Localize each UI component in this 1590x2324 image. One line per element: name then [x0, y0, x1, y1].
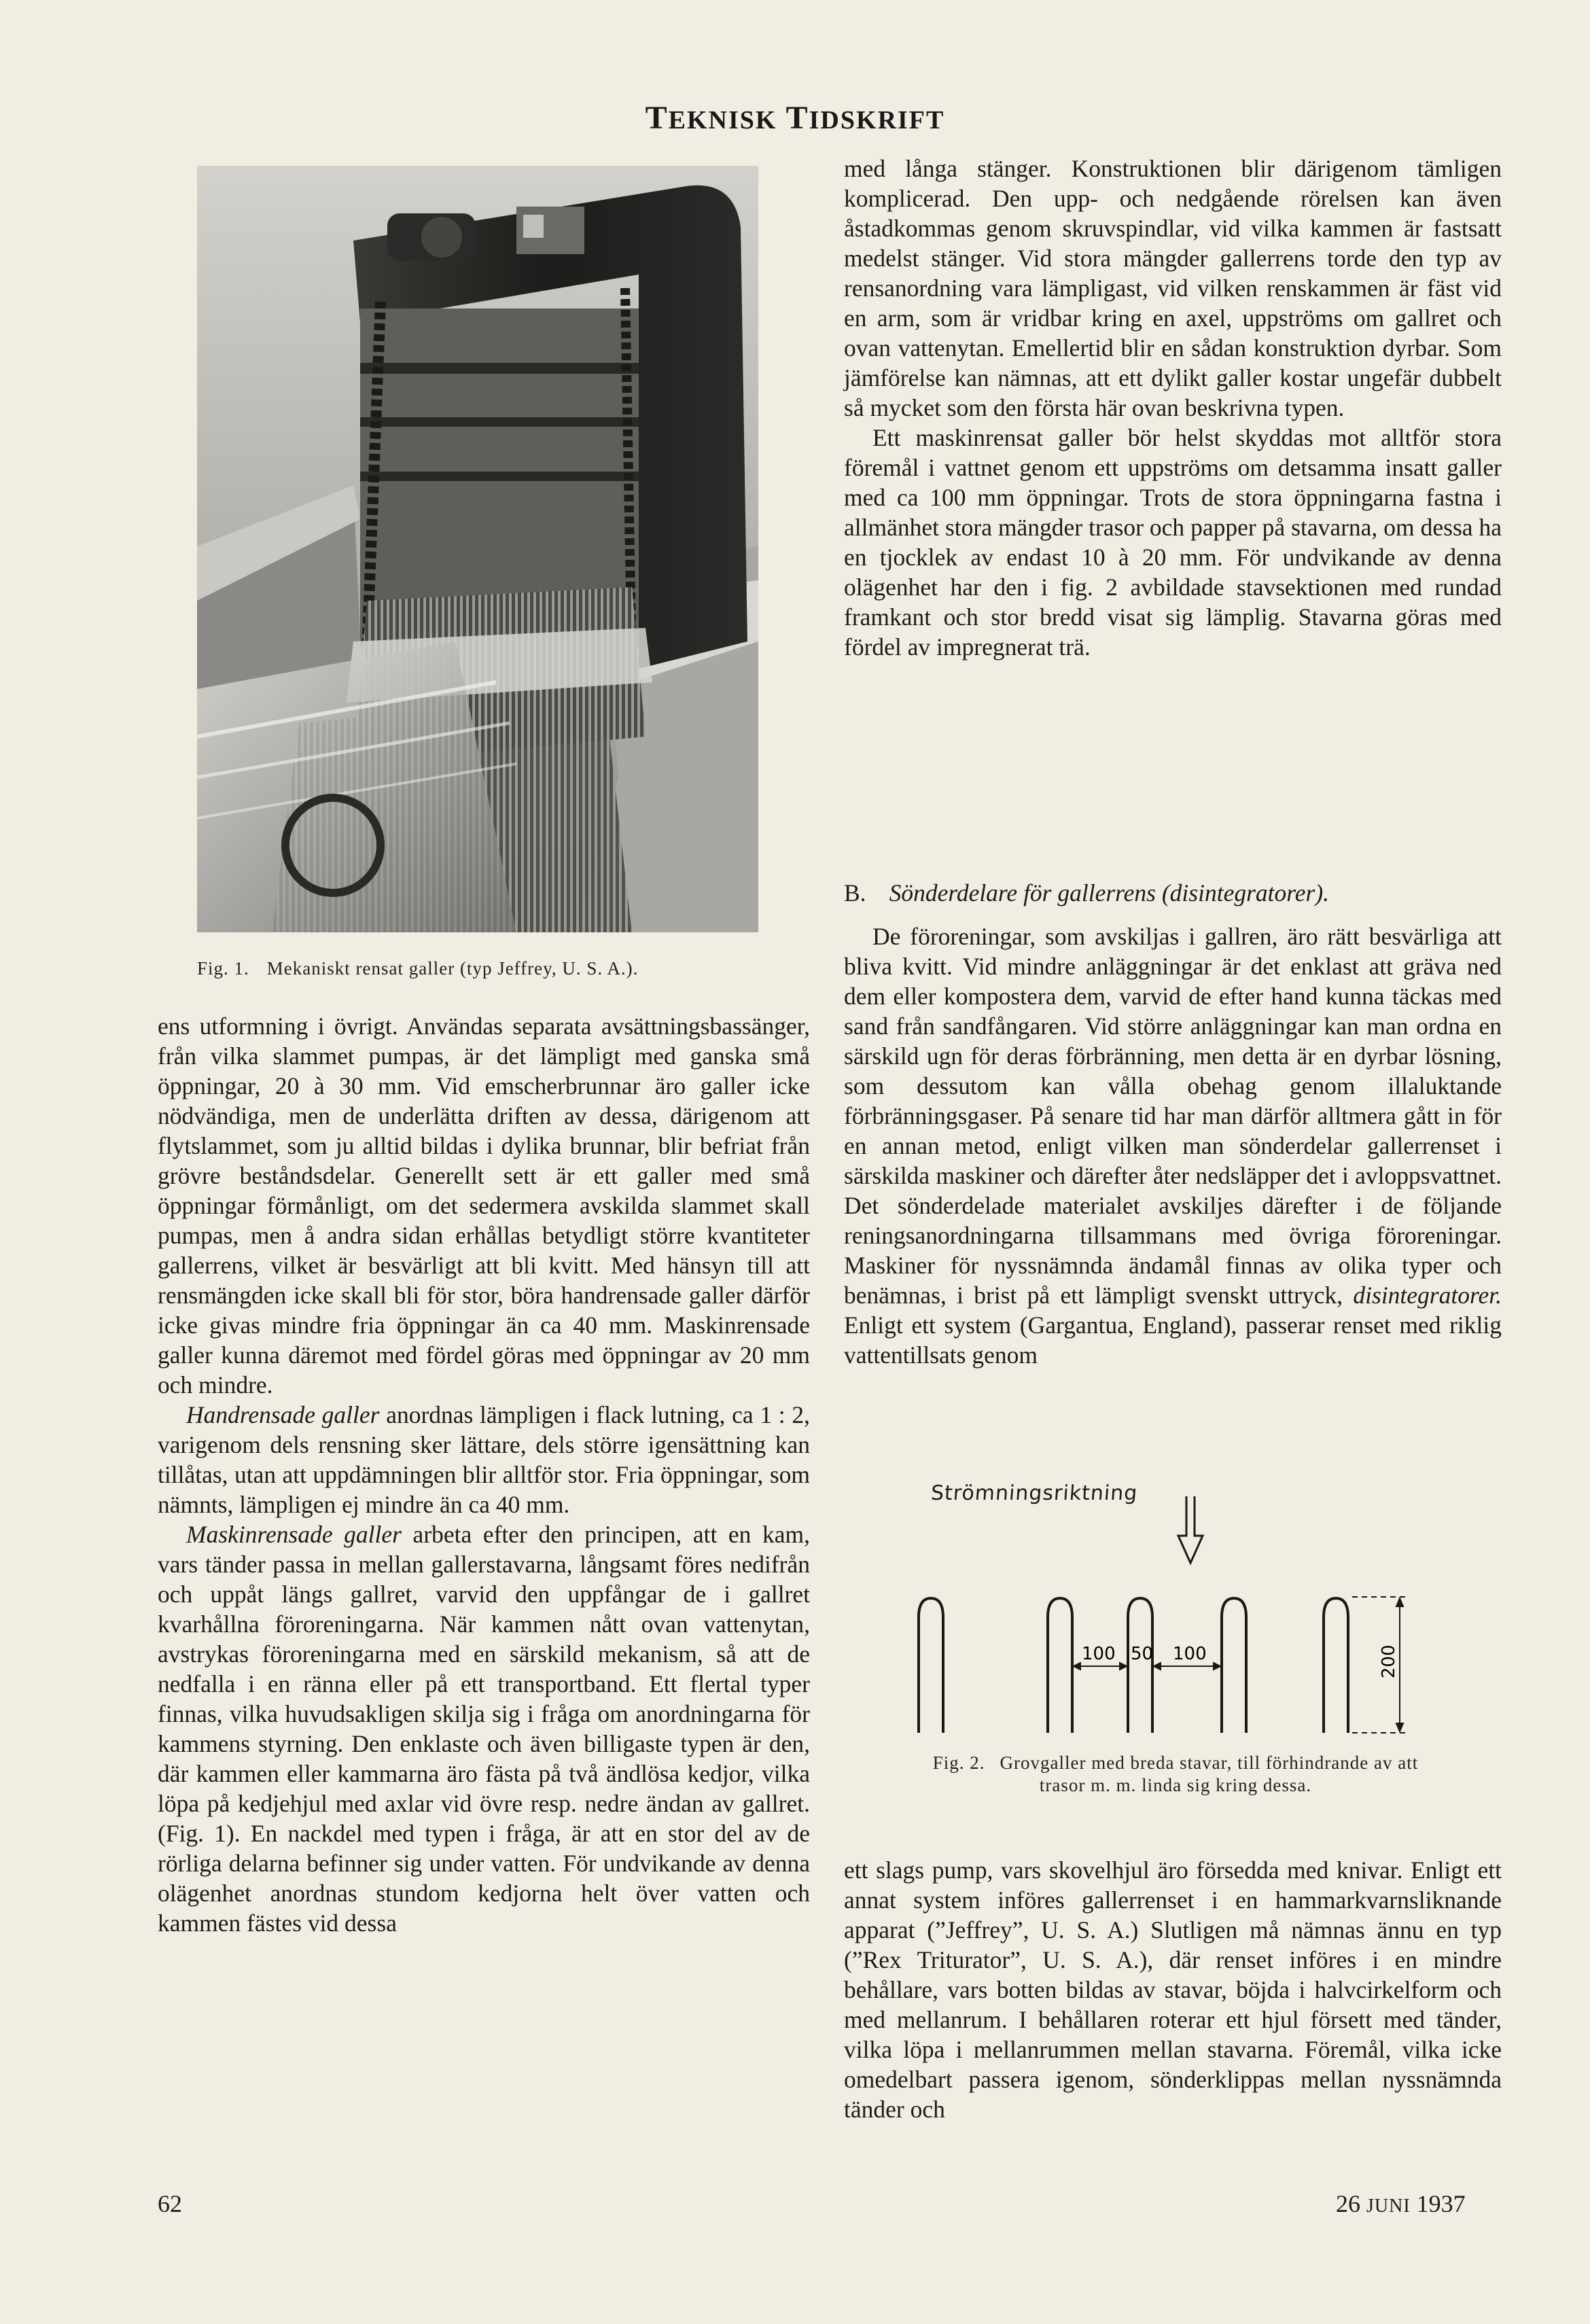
bar-5: [1324, 1598, 1348, 1733]
journal-title-rest-2: IDSKRIFT: [809, 106, 945, 135]
figure-1-photo: [197, 166, 758, 932]
grate-bars: [919, 1598, 1348, 1733]
figure-2-caption: [924, 1752, 1427, 1797]
journal-title-cap-1: T: [645, 100, 669, 136]
paragraph: med långa stänger. Konstruktionen blir därigenom tämligen komplicerad. Den upp- och nedgående rörelsen kan även åstadkommas genom skruvspindlar, vid vilka kammen är fastsatt medelst stänger. Vid stora mängder gallerrens torde den typ av rensanordning vara lämpligast, vid vilken renskammen är fäst vid en arm, som är vridbar kring en axel, uppströms om gallret och ovan vattenytan. Emellertid blir en sådan konstruktion dyrbar. Som jämförelse kan nämnas, att ett dylikt galler kostar ungefär dubbelt så mycket som den första här ovan beskrivna typen.: [844, 155, 1502, 421]
figure-1-label: Fig. 1.: [197, 958, 249, 979]
paragraph: ett slags pump, vars skovelhjul äro försedda med knivar. Enligt ett annat system införes gallerrenset i en hammarkvarnsliknande apparat (”Jeffrey”, U. S. A.) Slutligen må nämnas ännu en typ (”Rex Triturator”, U. S. A.), där renset införes i en mindre behållare, vars botten bildas av stavar, böjda i halvcirkelform och med mellanrum. I behållaren roterar ett hjul försett med tänder, vilka löpa i mellanrummen mellan stavarna. Föremål, vilka icke omedelbart passera igenom, sönderklippas mellan nyssnämnda tänder och: [844, 1856, 1502, 2123]
running-header: [0, 99, 1590, 137]
page-number: 62: [158, 2190, 182, 2217]
figure-1-caption: [197, 958, 781, 979]
bar-4: [1222, 1598, 1246, 1733]
figure-1-caption-text: Mekaniskt rensat galler (typ Jeffrey, U. S. A.).: [266, 958, 639, 979]
paragraph: [158, 1400, 810, 1519]
paragraph-text: Enligt ett system (Gargantua, England), passerar renset med riklig vattentillsats genom: [844, 1311, 1502, 1369]
section-b-heading: [844, 878, 1502, 908]
dim-gap-1: 100: [1082, 1644, 1116, 1664]
date-year: 1937: [1416, 2190, 1466, 2217]
screen-machine-illustration: [197, 166, 758, 932]
bar-3: [1128, 1598, 1152, 1733]
figure-2-label: Fig. 2.: [932, 1753, 985, 1773]
flow-arrow-icon: [1178, 1496, 1203, 1563]
paragraph: [158, 1519, 810, 1938]
right-column-top: [844, 154, 1502, 662]
issue-date: [1336, 2189, 1466, 2218]
term: Maskinrensade galler: [186, 1521, 402, 1548]
figure-2-caption-text: Grovgaller med breda stavar, till förhindrande av att trasor m. m. linda sig kring dessa.: [1000, 1753, 1419, 1795]
date-month: JUNI: [1366, 2196, 1411, 2217]
term: disintegratorer.: [1353, 1282, 1502, 1309]
journal-title-rest-1: EKNISK: [668, 106, 777, 135]
section-title: Sönderdelare för gallerrens (disintegratorer).: [889, 879, 1330, 906]
paragraph: ens utformning i övrigt. Användas separata avsättningsbassänger, från vilka slammet pumpas, är det lämpligt med ganska små öppningar, 20 à 30 mm. Vid emscherbrunnar äro galler icke nödvändiga, men de underlätta driften av dessa, därigenom att flytslammet, som ju alltid bildas i dylika brunnar, blir befriat från grövre beståndsdelar. Generellt sett är ett galler med små öppningar förmånligt, om det sedermera avskilda slammet skall pumpas, men å andra sidan erhållas betydligt större kvantiteter gallerrens, vilket är besvärligt att bli kvitt. Med hänsyn till att rensmängden icke skall bli för stor, böra handrensade galler därför icke givas mindre fria öppningar än ca 40 mm. Maskinrensade galler kunna däremot med fördel göras med öppningar av 20 mm och mindre.: [158, 1013, 810, 1398]
figure-2-diagram: [904, 1481, 1481, 1760]
right-column-middle: [844, 921, 1502, 1370]
paragraph-text: De föroreningar, som avskiljas i gallren, äro rätt besvärliga att bliva kvitt. Vid mindre anläggningar är det enklast att gräva ned dem eller kompostera dem, varvid de efter hand kunna täckas med sand från sandfångaren. Vid större anläggningar kan man ordna en särskild ugn för deras förbränning, men detta är en dyrbar lösning, som dessutom kan vålla obehag genom illaluktande förbränningsgaser. På senare tid har man därför alltmera gått in för en annan metod, enligt vilken man sönderdelar gallerrenset i särskilda maskiner och därefter åter nedsläpper det i avloppsvattnet. Det sönderdelade materialet avskiljes därefter i de följande reningsanordningarna tillsammans med övriga föroreningar. Maskiner för nyssnämnda ändamål finnas av olika typer och benämnas, i brist på ett lämpligt svenskt uttryck,: [844, 923, 1502, 1309]
paragraph-text: arbeta efter den principen, att en kam, vars tänder passa in mellan gallerstavarna, långsamt föres nedifrån och uppåt längs gallret, varvid den uppfångar de i gallret kvarhållna föroreningarna. När kammen nått ovan vattenytan, avstrykas föroreningarna med en särskild mekanism, så att de nedfalla i en ränna eller på ett transportband. Ett flertal typer finnas, vilka huvudsakligen skilja sig i fråga om anordningarna för kammens styrning. Den enklaste och även billigaste typen är den, där kammen eller kammarna äro fästa på två ändlösa kedjor, vilka löpa på kedjehjul med axlar vid övre resp. nedre ändan av gallret. (Fig. 1). En nackdel med typen i fråga, är att en stor del av de rörliga delarna befinner sig under vatten. För undvikande av denna olägenhet anordnas stundom kedjorna helt över vatten och kammen fästes vid dessa: [158, 1521, 810, 1937]
dim-height: 200: [1379, 1644, 1399, 1678]
dim-gap-2: 100: [1173, 1644, 1207, 1664]
date-day: 26: [1336, 2190, 1360, 2217]
dim-bar-width: 50: [1131, 1644, 1154, 1664]
journal-title-cap-2: T: [785, 100, 809, 136]
paragraph: Ett maskinrensat galler bör helst skyddas mot alltför stora föremål i vattnet genom ett uppströms om detsamma insatt galler med ca 100 mm öppningar. Trots de stora öppningarna fastna i allmänhet stora mängder trasor och papper på stavarna, om dessa ha en tjocklek av endast 10 à 20 mm. För undvikande av denna olägenhet har den i fig. 2 avbildade stavsektionen med rundad framkant och stor bredd visat sig lämplig. Stavarna göras med fördel av impregnerat trä.: [844, 424, 1502, 661]
term: Handrensade galler: [186, 1401, 380, 1428]
section-letter: B.: [844, 879, 866, 906]
paragraph-text: anordnas lämpligen i flack lutning, ca 1 : 2, varigenom dels rensning sker lättare, dels större igensättning kan tillåtas, utan att uppdämningen blir alltför stor. Fria öppningar, som nämnts, lämpligen ej mindre än ca 40 mm.: [158, 1401, 810, 1518]
right-column-bottom: [844, 1855, 1502, 2124]
left-column-bottom: [158, 1011, 810, 1938]
bar-2: [1048, 1598, 1072, 1733]
paragraph: [844, 921, 1502, 1370]
dimension-lines: [1074, 1597, 1407, 1733]
flow-direction-label: Strömningsriktning: [930, 1481, 1139, 1505]
bar-1: [919, 1598, 943, 1733]
